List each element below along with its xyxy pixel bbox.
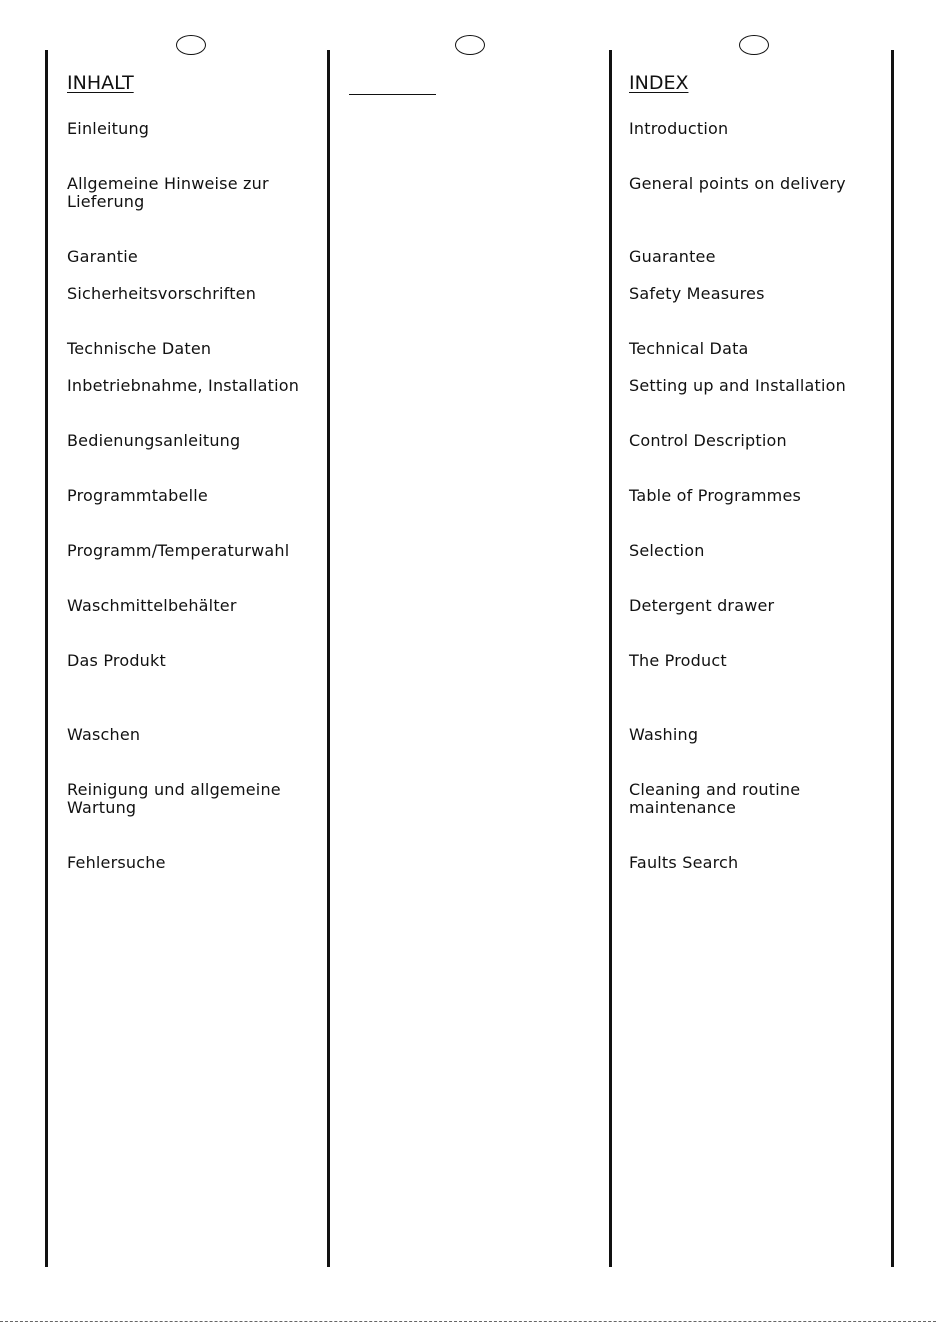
column-heading: INDEX (629, 72, 689, 94)
column-rule-3 (609, 50, 612, 1267)
toc-item: Selection (629, 541, 705, 560)
blank-heading-rule (349, 94, 436, 95)
toc-item: The Product (629, 651, 727, 670)
toc-item: Allgemeine Hinweise zur Lieferung (67, 174, 269, 211)
toc-item: Table of Programmes (629, 486, 802, 505)
toc-item: Waschmittelbehälter (67, 596, 237, 615)
toc-item: Cleaning and routine maintenance (629, 780, 801, 817)
toc-item: General points on delivery (629, 174, 846, 193)
column-english (629, 0, 887, 1324)
column-rule-2 (327, 50, 330, 1267)
toc-item: Das Produkt (67, 651, 166, 670)
column-rule-4 (891, 50, 894, 1267)
toc-item: Introduction (629, 119, 729, 138)
column-blank (349, 0, 604, 1324)
column-rule-1 (45, 50, 48, 1267)
toc-item: Inbetriebnahme, Installation (67, 376, 300, 395)
toc-item: Technische Daten (67, 339, 212, 358)
toc-item: Fehlersuche (67, 853, 166, 872)
column-german (67, 0, 322, 1324)
toc-item: Waschen (67, 725, 141, 744)
toc-item: Control Description (629, 431, 787, 450)
toc-item: Programmtabelle (67, 486, 208, 505)
toc-item: Sicherheitsvorschriften (67, 284, 257, 303)
toc-item: Guarantee (629, 247, 716, 266)
page-bottom-rule (0, 1321, 936, 1322)
toc-item: Setting up and Installation (629, 376, 846, 395)
toc-item: Einleitung (67, 119, 150, 138)
toc-item: Bedienungsanleitung (67, 431, 241, 450)
toc-item: Programm/Temperaturwahl (67, 541, 290, 560)
toc-item: Reinigung und allgemeine Wartung (67, 780, 281, 817)
toc-item: Faults Search (629, 853, 739, 872)
toc-item: Technical Data (629, 339, 749, 358)
toc-item: Safety Measures (629, 284, 765, 303)
toc-item: Detergent drawer (629, 596, 775, 615)
toc-item: Garantie (67, 247, 138, 266)
column-heading: INHALT (67, 72, 134, 94)
toc-item: Washing (629, 725, 699, 744)
